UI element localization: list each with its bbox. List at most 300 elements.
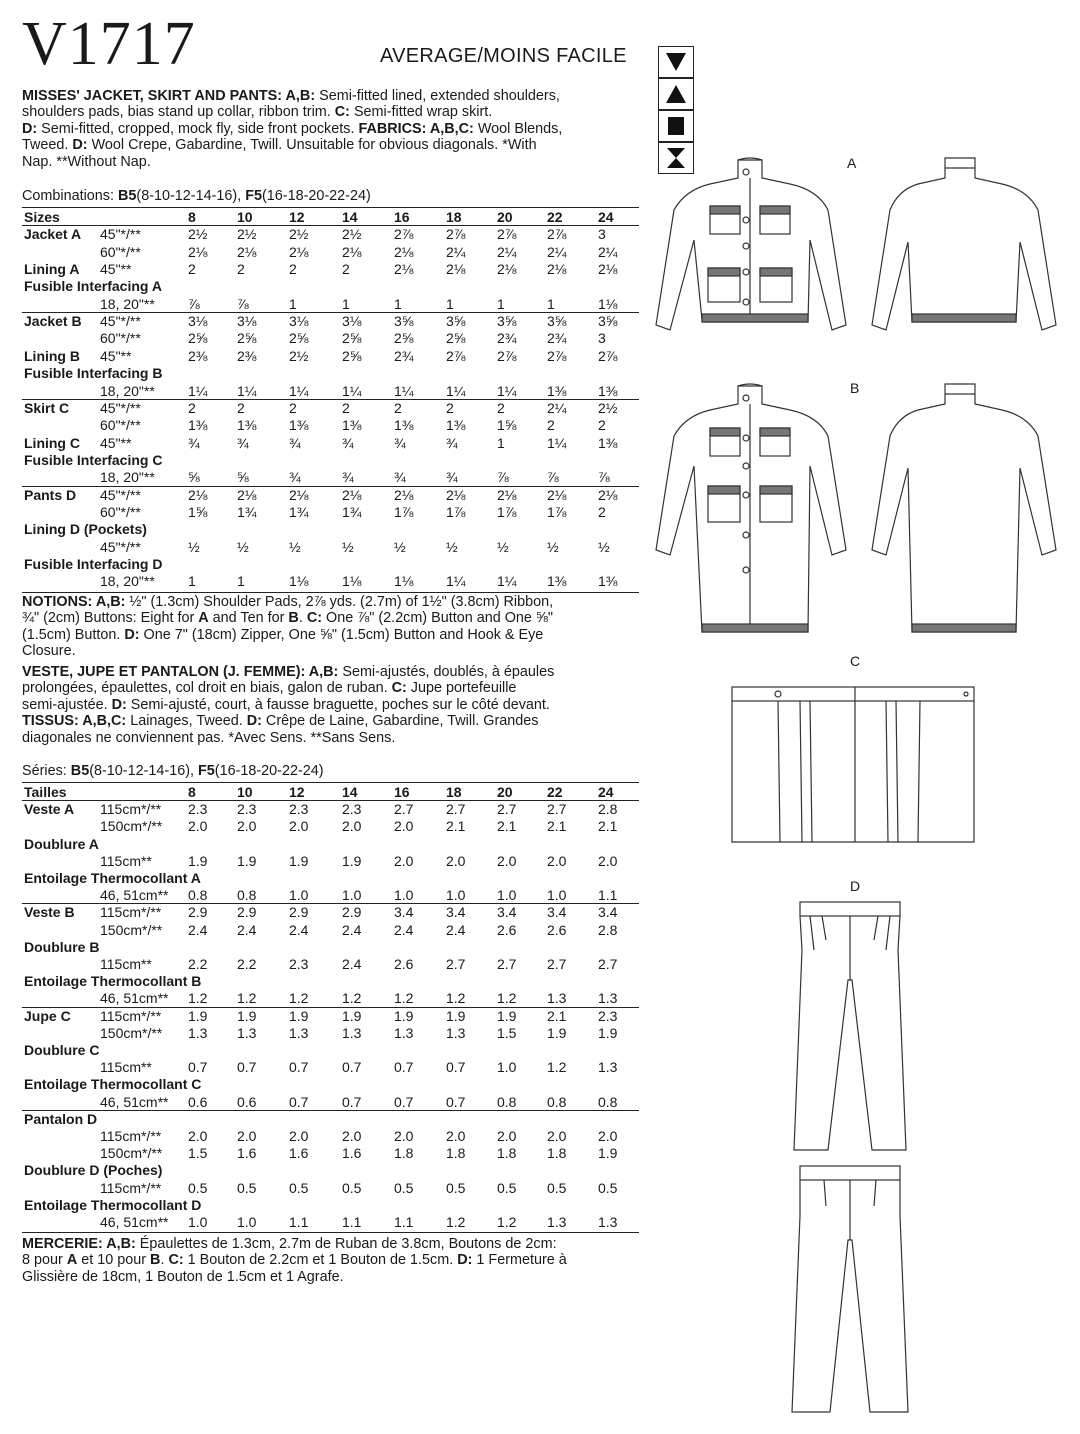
yardage-cell: 2.0 xyxy=(237,818,257,835)
english-notions-text: Closure. xyxy=(22,643,76,660)
yardage-cell: ½ xyxy=(394,538,406,555)
yardage-cell: 2⅛ xyxy=(237,486,257,503)
figure-label-d: D xyxy=(850,878,861,894)
row-label: Doublure A xyxy=(24,835,99,852)
yardage-cell: 2⅛ xyxy=(446,261,466,278)
french-table-row xyxy=(22,836,639,852)
french-table-row xyxy=(22,870,639,886)
yardage-cell: 1¼ xyxy=(237,382,257,399)
yardage-cell: 1.2 xyxy=(497,990,517,1007)
yardage-cell: 2.6 xyxy=(497,921,517,938)
english-combinations-text: F5 xyxy=(245,188,262,204)
yardage-cell: 3⅛ xyxy=(188,313,208,330)
yardage-cell: 1.9 xyxy=(237,1007,257,1024)
yardage-cell: 2⅞ xyxy=(394,226,414,243)
yardage-cell: 0.8 xyxy=(598,1093,618,1110)
yardage-cell: 2⅞ xyxy=(446,347,466,364)
yardage-cell: 0.7 xyxy=(342,1059,362,1076)
yardage-cell: ⅞ xyxy=(237,295,249,312)
yardage-cell: 2½ xyxy=(237,226,257,243)
yardage-cell: 1⅞ xyxy=(446,503,466,520)
french-notions-text: Glissière de 18cm, 1 Bouton de 1.5cm et 1 Agrafe. xyxy=(22,1268,344,1285)
french-notions-text: A xyxy=(66,1252,78,1269)
french-description-text: prolongées, épaulettes, col droit en biais, galon de ruban. xyxy=(22,680,392,697)
yardage-cell: 2.2 xyxy=(188,956,208,972)
english-table-row xyxy=(22,348,639,364)
yardage-cell: 3⅝ xyxy=(598,313,618,330)
yardage-cell: 2.0 xyxy=(598,852,618,869)
english-description xyxy=(22,88,637,170)
yardage-cell: 3⅛ xyxy=(237,313,257,330)
french-notions-text: MERCERIE: A,B: xyxy=(22,1236,136,1252)
french-combinations-text: (8-10-12-14-16), xyxy=(89,763,198,779)
yardage-cell: 1.1 xyxy=(342,1214,362,1230)
yardage-cell: 1.1 xyxy=(289,1214,309,1230)
figure-label-b: B xyxy=(850,380,860,396)
yardage-cell: 1⅜ xyxy=(394,417,414,434)
yardage-cell: 2⅛ xyxy=(394,486,414,503)
english-notions-text: and Ten for xyxy=(208,610,289,627)
yardage-cell: ½ xyxy=(497,538,509,555)
yardage-cell: 2.0 xyxy=(547,1128,567,1144)
english-description-text: Tweed. xyxy=(22,137,73,154)
yardage-cell: 1⅜ xyxy=(188,417,208,434)
yardage-cell: 2.0 xyxy=(394,818,414,835)
yardage-cell: 3.4 xyxy=(394,904,414,921)
french-description-line xyxy=(22,713,637,729)
yardage-cell: 2 xyxy=(289,261,297,278)
english-table-row xyxy=(22,226,639,242)
english-table-row xyxy=(22,504,639,520)
yardage-cell: 2⅞ xyxy=(446,226,466,243)
garment-illustrations xyxy=(650,150,1070,1420)
size-header-cell: 14 xyxy=(342,784,358,800)
yardage-cell: 1.0 xyxy=(188,1214,208,1230)
yardage-cell: 2.9 xyxy=(342,904,362,921)
yardage-cell: 1.3 xyxy=(547,1214,567,1230)
english-notions-line xyxy=(22,627,637,643)
yardage-cell: 2.0 xyxy=(547,852,567,869)
yardage-cell: 2 xyxy=(342,261,350,278)
french-notions-line xyxy=(22,1236,637,1252)
row-label: Veste B xyxy=(24,904,75,921)
english-table-row xyxy=(22,383,639,399)
yardage-cell: 1⅜ xyxy=(237,417,257,434)
yardage-cell: 0.8 xyxy=(497,1093,517,1110)
size-header-cell: 22 xyxy=(547,209,563,225)
yardage-cell: 0.5 xyxy=(237,1179,257,1196)
fabric-width: 115cm*/** xyxy=(100,801,162,818)
french-notions-text: Épaulettes de 1.3cm, 2.7m de Ruban de 3.8cm, Boutons de 2cm: xyxy=(135,1236,557,1252)
yardage-cell: 2.0 xyxy=(188,818,208,835)
french-table-row xyxy=(22,904,639,920)
row-label: Fusible Interfacing A xyxy=(24,278,162,295)
french-table-row xyxy=(22,1025,639,1041)
yardage-cell: 2.4 xyxy=(342,956,362,972)
table-rule xyxy=(22,1232,639,1233)
yardage-cell: 2⅛ xyxy=(394,261,414,278)
yardage-cell: 0.5 xyxy=(188,1179,208,1196)
french-description-text: diagonales ne conviennent pas. *Avec Sens. **Sans Sens. xyxy=(22,729,396,746)
yardage-cell: 3⅛ xyxy=(289,313,309,330)
yardage-cell: 1.6 xyxy=(289,1145,309,1162)
yardage-cell: 1⅜ xyxy=(446,417,466,434)
yardage-cell: 1⅝ xyxy=(188,503,208,520)
size-header-cell: 18 xyxy=(446,209,462,225)
jacket-a-back-drawing xyxy=(872,158,1056,330)
french-description-text: Jupe portefeuille xyxy=(406,680,517,697)
yardage-cell: 2.4 xyxy=(289,921,309,938)
yardage-cell: 1¼ xyxy=(394,382,414,399)
yardage-cell: 0.5 xyxy=(598,1179,618,1196)
yardage-cell: 2.0 xyxy=(497,852,517,869)
fabric-width: 60"*/** xyxy=(100,330,141,347)
yardage-cell: 2⅝ xyxy=(394,330,414,347)
yardage-cell: 1.5 xyxy=(497,1024,517,1041)
yardage-cell: 1.0 xyxy=(289,887,309,904)
figure-label-a: A xyxy=(847,155,857,171)
yardage-cell: 1.0 xyxy=(547,887,567,904)
yardage-cell: 2⅝ xyxy=(188,330,208,347)
french-description-line xyxy=(22,730,637,746)
english-description-text: Wool Blends, xyxy=(473,120,563,137)
fabric-width: 18, 20"** xyxy=(100,573,155,590)
yardage-cell: ¾ xyxy=(446,434,458,451)
yardage-cell: 1.0 xyxy=(342,887,362,904)
row-label: Lining A xyxy=(24,261,80,278)
fabric-width: 45"** xyxy=(100,261,132,278)
yardage-cell: 2.9 xyxy=(289,904,309,921)
yardage-cell: ¾ xyxy=(289,434,301,451)
fabric-width: 45"*/** xyxy=(100,399,141,416)
english-description-line xyxy=(22,104,637,120)
yardage-cell: 2¼ xyxy=(446,243,466,260)
yardage-cell: 3⅛ xyxy=(342,313,362,330)
row-label: Jacket B xyxy=(24,313,82,330)
english-notions-text: One 7" (18cm) Zipper, One ⅝" (1.5cm) Button and Hook & Eye xyxy=(139,626,544,643)
yardage-cell: 2.0 xyxy=(289,818,309,835)
yardage-cell: 1.3 xyxy=(598,1059,618,1076)
yardage-cell: 2 xyxy=(188,399,196,416)
yardage-cell: ⅝ xyxy=(237,469,249,486)
yardage-cell: 2.7 xyxy=(497,956,517,972)
english-notions-line xyxy=(22,643,637,659)
yardage-cell: 2.3 xyxy=(598,1007,618,1024)
english-notions xyxy=(22,594,637,660)
yardage-cell: 1 xyxy=(547,295,555,312)
yardage-cell: 2.8 xyxy=(598,801,618,818)
english-notions-text: One ⅞" (2.2cm) Button and One ⅝" xyxy=(322,610,554,627)
yardage-cell: 2.0 xyxy=(598,1128,618,1144)
fabric-width: 150cm*/** xyxy=(100,818,163,835)
yardage-cell: 3.4 xyxy=(497,904,517,921)
english-description-line xyxy=(22,121,637,137)
yardage-cell: 2.1 xyxy=(547,1007,567,1024)
yardage-cell: 2.9 xyxy=(237,904,257,921)
yardage-cell: 1⅛ xyxy=(342,573,362,590)
french-table-row xyxy=(22,1076,639,1092)
fabric-width: 150cm*/** xyxy=(100,921,163,938)
yardage-cell: 2⅜ xyxy=(237,347,257,364)
yardage-cell: 1.2 xyxy=(394,990,414,1007)
fabric-width: 150cm*/** xyxy=(100,1024,163,1041)
yardage-cell: 2 xyxy=(598,503,606,520)
pants-d-front-drawing xyxy=(794,902,906,1150)
yardage-cell: 1¾ xyxy=(237,503,257,520)
yardage-cell: 2½ xyxy=(188,226,208,243)
table-rule xyxy=(22,592,639,593)
yardage-cell: 2.0 xyxy=(237,1128,257,1144)
yardage-cell: ⅝ xyxy=(188,469,200,486)
size-header-cell: 8 xyxy=(188,209,196,225)
yardage-cell: 0.7 xyxy=(289,1093,309,1110)
yardage-cell: 1.3 xyxy=(394,1024,414,1041)
yardage-cell: ½ xyxy=(237,538,249,555)
yardage-cell: 1 xyxy=(237,573,245,590)
fabric-width: 46, 51cm** xyxy=(100,1214,169,1230)
size-header-cell: 10 xyxy=(237,209,253,225)
yardage-cell: 1 xyxy=(497,434,505,451)
figure-label-c: C xyxy=(850,653,861,669)
fabric-width: 45"** xyxy=(100,347,132,364)
yardage-cell: ¾ xyxy=(342,434,354,451)
yardage-cell: 2.3 xyxy=(289,801,309,818)
yardage-cell: 2⅝ xyxy=(342,330,362,347)
size-header-cell: 14 xyxy=(342,209,358,225)
yardage-cell: 2.0 xyxy=(342,818,362,835)
yardage-cell: 2½ xyxy=(289,347,309,364)
yardage-cell: 2.4 xyxy=(237,921,257,938)
yardage-cell: 2.3 xyxy=(237,801,257,818)
yardage-cell: 1.8 xyxy=(394,1145,414,1162)
difficulty-label: AVERAGE/MOINS FACILE xyxy=(380,45,627,67)
size-header-cell: 24 xyxy=(598,209,614,225)
yardage-cell: 2⅛ xyxy=(289,243,309,260)
french-notions-text: 1 Fermeture à xyxy=(472,1252,567,1269)
yardage-cell: 1⅜ xyxy=(598,573,618,590)
yardage-cell: 0.7 xyxy=(446,1059,466,1076)
english-notions-text: C: xyxy=(306,610,323,627)
english-table-row xyxy=(22,452,639,468)
yardage-cell: 1⅜ xyxy=(547,382,567,399)
jacket-b-front-drawing xyxy=(656,384,846,632)
yardage-cell: 2 xyxy=(188,261,196,278)
yardage-cell: 2¼ xyxy=(547,243,567,260)
yardage-cell: 2⅛ xyxy=(342,243,362,260)
row-label: Lining D (Pockets) xyxy=(24,521,147,538)
yardage-cell: 0.7 xyxy=(394,1093,414,1110)
yardage-cell: 1⅞ xyxy=(497,503,517,520)
french-table-row xyxy=(22,1008,639,1024)
yardage-cell: 2¾ xyxy=(394,347,414,364)
french-notions-line xyxy=(22,1252,637,1268)
english-table-row xyxy=(22,556,639,572)
yardage-cell: 1 xyxy=(497,295,505,312)
french-combinations-text: B5 xyxy=(70,763,90,779)
english-description-text: MISSES' JACKET, SKIRT AND PANTS: A,B: xyxy=(22,88,316,104)
french-description-text: semi-ajustée. xyxy=(22,696,112,713)
french-description-text: Crêpe de Laine, Gabardine, Twill. Grandes xyxy=(261,713,539,730)
size-header-cell: 18 xyxy=(446,784,462,800)
french-notions-text: . xyxy=(160,1252,169,1269)
yardage-cell: ½ xyxy=(289,538,301,555)
yardage-cell: 1.2 xyxy=(342,990,362,1007)
yardage-cell: 1.9 xyxy=(446,1007,466,1024)
yardage-cell: 2⅞ xyxy=(598,347,618,364)
table-rule xyxy=(22,782,639,783)
yardage-cell: 2⅛ xyxy=(289,486,309,503)
size-header-cell: 12 xyxy=(289,209,305,225)
english-notions-text: D: xyxy=(124,626,140,643)
fabric-width: 115cm*/** xyxy=(100,1179,162,1196)
french-table-row xyxy=(22,887,639,903)
yardage-cell: 2.7 xyxy=(394,801,414,818)
size-header-cell: 22 xyxy=(547,784,563,800)
yardage-cell: 2.7 xyxy=(547,801,567,818)
yardage-cell: 1.9 xyxy=(394,1007,414,1024)
fabric-width: 45"** xyxy=(100,434,132,451)
french-notions-text: et 10 pour xyxy=(77,1252,151,1269)
yardage-cell: 3⅝ xyxy=(497,313,517,330)
yardage-cell: 2¾ xyxy=(547,330,567,347)
yardage-cell: 2.0 xyxy=(394,852,414,869)
yardage-cell: 3 xyxy=(598,330,606,347)
french-description-text: D: xyxy=(246,713,262,730)
yardage-cell: 2½ xyxy=(598,399,618,416)
french-notions-text: B xyxy=(150,1252,161,1269)
english-notions-text: A xyxy=(198,610,209,627)
french-combinations-text: F5 xyxy=(197,763,215,779)
french-table-row xyxy=(22,973,639,989)
size-header-cell: 24 xyxy=(598,784,614,800)
yardage-cell: 2.4 xyxy=(188,921,208,938)
yardage-cell: 2⅜ xyxy=(188,347,208,364)
fabric-width: 18, 20"** xyxy=(100,295,155,312)
french-notions-text: D: xyxy=(457,1252,473,1269)
yardage-cell: 2⅞ xyxy=(547,347,567,364)
yardage-cell: 2⅛ xyxy=(446,486,466,503)
yardage-cell: 1⅞ xyxy=(547,503,567,520)
yardage-cell: 2.1 xyxy=(598,818,618,835)
french-table-row xyxy=(22,1042,639,1058)
french-description-text: TISSUS: A,B,C: xyxy=(22,713,127,730)
yardage-cell: 2 xyxy=(342,399,350,416)
yardage-cell: 0.7 xyxy=(342,1093,362,1110)
english-table-row xyxy=(22,278,639,294)
yardage-cell: 2.0 xyxy=(394,1128,414,1144)
yardage-cell: 2.8 xyxy=(598,921,618,938)
yardage-cell: 2.0 xyxy=(342,1128,362,1144)
yardage-cell: 1.9 xyxy=(598,1024,618,1041)
yardage-cell: 3⅝ xyxy=(446,313,466,330)
english-description-line xyxy=(22,137,637,153)
row-label: Skirt C xyxy=(24,399,70,416)
fabric-width: 18, 20"** xyxy=(100,382,155,399)
yardage-cell: 2.3 xyxy=(289,956,309,972)
yardage-cell: 1.8 xyxy=(547,1145,567,1162)
size-header-cell: 16 xyxy=(394,209,410,225)
yardage-cell: 1.9 xyxy=(237,852,257,869)
french-description-text: Semi-ajustés, doublés, à épaules xyxy=(338,664,555,680)
yardage-cell: ½ xyxy=(547,538,559,555)
yardage-cell: 3.4 xyxy=(547,904,567,921)
yardage-cell: 1 xyxy=(394,295,402,312)
french-table-row xyxy=(22,1214,639,1230)
french-combinations-line xyxy=(71,763,324,779)
yardage-cell: 2.7 xyxy=(446,801,466,818)
yardage-cell: 1.8 xyxy=(497,1145,517,1162)
fabric-width: 115cm** xyxy=(100,956,152,972)
french-table-row xyxy=(22,801,639,817)
yardage-cell: 1.3 xyxy=(188,1024,208,1041)
french-table-row xyxy=(22,922,639,938)
french-notions-line xyxy=(22,1269,637,1285)
yardage-cell: 2.1 xyxy=(497,818,517,835)
english-table-row xyxy=(22,261,639,277)
yardage-cell: 3.4 xyxy=(598,904,618,921)
yardage-cell: 2⅛ xyxy=(188,243,208,260)
row-label: Fusible Interfacing D xyxy=(24,556,163,572)
row-label: Lining C xyxy=(24,434,80,451)
yardage-cell: 2 xyxy=(598,417,606,434)
yardage-cell: 1⅛ xyxy=(289,573,309,590)
yardage-cell: ¾ xyxy=(188,434,200,451)
yardage-cell: 2⅞ xyxy=(497,347,517,364)
french-table-row xyxy=(22,1059,639,1075)
size-header-label: Tailles xyxy=(24,784,67,800)
english-table-row xyxy=(22,400,639,416)
french-table-row xyxy=(22,1197,639,1213)
row-label: Pantalon D xyxy=(24,1110,98,1127)
size-header-cell: 8 xyxy=(188,784,196,800)
fabric-width: 60"*/** xyxy=(100,503,141,520)
yardage-cell: 2.4 xyxy=(342,921,362,938)
size-header-cell: 12 xyxy=(289,784,305,800)
yardage-cell: 2 xyxy=(289,399,297,416)
yardage-cell: 1.9 xyxy=(289,852,309,869)
english-table-row xyxy=(22,330,639,346)
french-table-row xyxy=(22,853,639,869)
row-label: Entoilage Thermocollant B xyxy=(24,973,202,990)
yardage-cell: 1.0 xyxy=(446,887,466,904)
yardage-cell: 2¾ xyxy=(497,330,517,347)
french-notions-text: C: xyxy=(168,1252,184,1269)
yardage-cell: 1.3 xyxy=(598,990,618,1007)
yardage-cell: 1.9 xyxy=(342,1007,362,1024)
french-table-row xyxy=(22,1111,639,1127)
yardage-cell: 0.7 xyxy=(446,1093,466,1110)
yardage-cell: 2¼ xyxy=(547,399,567,416)
english-description-line xyxy=(22,88,637,104)
fabric-width: 115cm*/** xyxy=(100,904,162,921)
yardage-cell: 1.5 xyxy=(188,1145,208,1162)
fabric-width: 115cm*/** xyxy=(100,1007,162,1024)
english-table-row xyxy=(22,313,639,329)
yardage-cell: 0.8 xyxy=(237,887,257,904)
yardage-cell: 1.9 xyxy=(289,1007,309,1024)
yardage-cell: 0.5 xyxy=(547,1179,567,1196)
french-table-row xyxy=(22,1094,639,1110)
yardage-cell: 1¼ xyxy=(497,573,517,590)
yardage-cell: 1.9 xyxy=(188,1007,208,1024)
french-description-line xyxy=(22,680,637,696)
yardage-cell: 0.5 xyxy=(446,1179,466,1196)
yardage-cell: 1.9 xyxy=(547,1024,567,1041)
yardage-cell: 1.8 xyxy=(446,1145,466,1162)
yardage-cell: 0.7 xyxy=(289,1059,309,1076)
row-label: Entoilage Thermocollant C xyxy=(24,1076,202,1093)
fabric-width: 46, 51cm** xyxy=(100,1093,169,1110)
